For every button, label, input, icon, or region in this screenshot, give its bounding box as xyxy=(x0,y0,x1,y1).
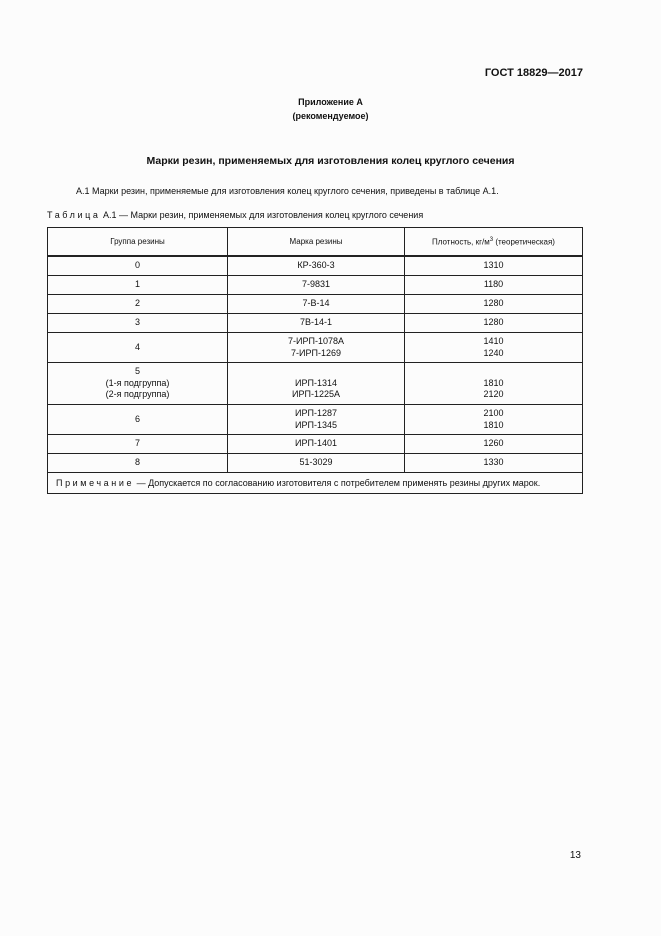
cell-brand: 7-В-14 xyxy=(228,295,405,314)
cell-brand: ИРП-1287 ИРП-1345 xyxy=(228,405,405,435)
rubber-grades-table xyxy=(47,227,583,494)
cell-group: 3 xyxy=(48,314,228,333)
header-density-suffix: (теоретическая) xyxy=(493,237,555,247)
cell-density: 1280 xyxy=(405,314,583,333)
cell-density: 1330 xyxy=(405,454,583,473)
table-note xyxy=(48,473,583,494)
cell-group: 6 xyxy=(48,405,228,435)
table-row xyxy=(48,276,583,295)
cell-density: 1310 xyxy=(405,256,583,276)
cell-group: 4 xyxy=(48,333,228,363)
table-row xyxy=(48,454,583,473)
table-caption-label: Таблица xyxy=(47,210,101,220)
cell-brand: ИРП-1314 ИРП-1225А xyxy=(228,363,405,405)
table-row xyxy=(48,435,583,454)
header-density xyxy=(405,228,583,257)
table-caption xyxy=(47,210,423,220)
table-row xyxy=(48,405,583,435)
cell-brand: ИРП-1401 xyxy=(228,435,405,454)
appendix-status: (рекомендуемое) xyxy=(292,111,369,121)
cell-group: 1 xyxy=(48,276,228,295)
standard-code: ГОСТ 18829—2017 xyxy=(484,67,583,79)
header-group: Группа резины xyxy=(48,228,228,257)
table-row xyxy=(48,314,583,333)
header-density-unit-power: 3 xyxy=(489,236,494,243)
table-row xyxy=(48,256,583,276)
cell-group: 5 (1-я подгруппа) (2-я подгруппа) xyxy=(48,363,228,405)
table-row xyxy=(48,363,583,405)
cell-group: 8 xyxy=(48,454,228,473)
cell-density: 1810 2120 xyxy=(405,363,583,405)
cell-group: 0 xyxy=(48,256,228,276)
cell-group: 7 xyxy=(48,435,228,454)
header-density-prefix: Плотность, кг/м xyxy=(432,237,490,247)
table-caption-text: А.1 — Марки резин, применяемых для изготовления колец круглого сечения xyxy=(100,210,424,220)
appendix-title: Приложение А xyxy=(298,97,363,107)
cell-brand: 7-ИРП-1078А 7-ИРП-1269 xyxy=(228,333,405,363)
note-text: — Допускается по согласованию изготовителя с потребителем применять резины других марок. xyxy=(134,478,541,488)
appendix-heading xyxy=(0,95,661,123)
cell-group: 2 xyxy=(48,295,228,314)
cell-density: 1180 xyxy=(405,276,583,295)
table-row xyxy=(48,295,583,314)
document-title: Марки резин, применяемых для изготовления колец круглого сечения xyxy=(146,155,515,167)
cell-brand: КР-360-3 xyxy=(228,256,405,276)
page-number: 13 xyxy=(569,850,581,861)
table-header-row xyxy=(48,228,583,257)
cell-brand: 51-3029 xyxy=(228,454,405,473)
cell-brand: 7В-14-1 xyxy=(228,314,405,333)
cell-density: 1260 xyxy=(405,435,583,454)
cell-density: 2100 1810 xyxy=(405,405,583,435)
cell-density: 1280 xyxy=(405,295,583,314)
cell-density: 1410 1240 xyxy=(405,333,583,363)
header-brand: Марка резины xyxy=(228,228,405,257)
intro-paragraph: А.1 Марки резин, применяемые для изготовления колец круглого сечения, приведены в таблице А.1. xyxy=(76,186,499,196)
table-row xyxy=(48,333,583,363)
cell-brand: 7-9831 xyxy=(228,276,405,295)
note-row xyxy=(48,473,583,494)
note-label: Примечание xyxy=(56,478,135,488)
